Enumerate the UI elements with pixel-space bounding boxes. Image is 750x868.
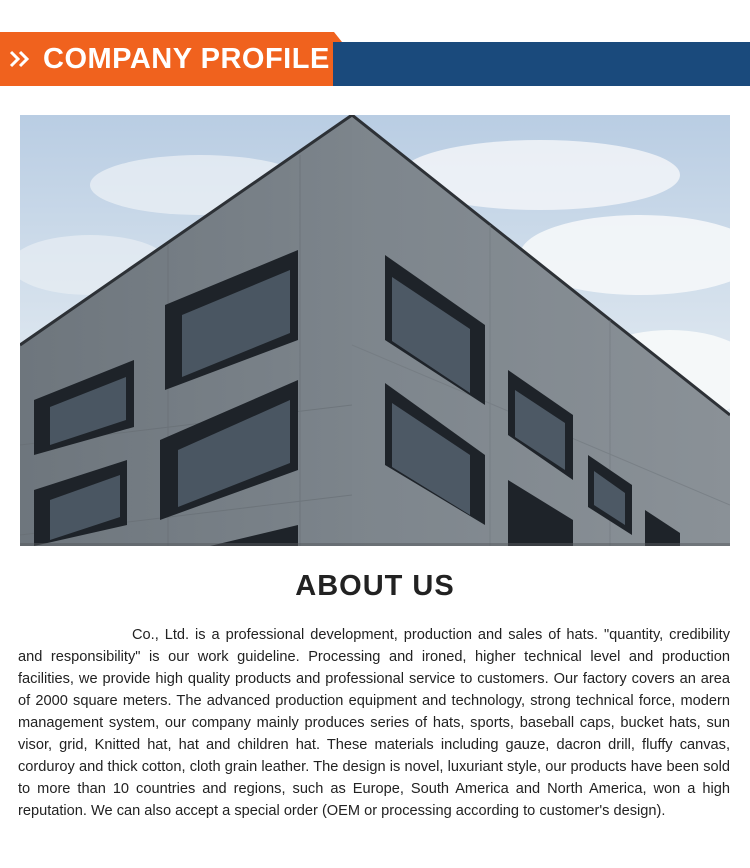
- header-band: [330, 42, 750, 86]
- about-us-paragraph: [18, 624, 730, 822]
- about-us-heading: ABOUT US: [295, 570, 455, 602]
- section-title: COMPANY PROFILE: [43, 43, 330, 75]
- building-photo: [20, 115, 730, 546]
- header-notch: [330, 32, 342, 42]
- double-chevron-right-icon: [8, 44, 38, 74]
- about-us-text: Co., Ltd. is a professional development, production and sales of hats. "quantity, credibility and responsibility" is our work guideline. Processing and ironed, higher technical level and production facilities, we provide high quality products and professional service to customers. Our factory covers an area of 2000 square meters. The advanced production equipment and technology, strong technical force, modern management system, our company mainly produces series of hats, sports, baseball caps, bucket hats, sun visor, grid, Knitted hat, hat and children hat. These materials including gauze, dacron drill, fluffy canvas, corduroy and thick cotton, cloth grain leather. The design is novel, luxuriant style, our products have been sold to more than 10 countries and regions, such as Europe, South America and North America, won a high reputation. We can also accept a special order (OEM or processing according to customer's design).: [18, 627, 730, 819]
- section-header: [0, 32, 750, 86]
- building-illustration: [20, 115, 730, 546]
